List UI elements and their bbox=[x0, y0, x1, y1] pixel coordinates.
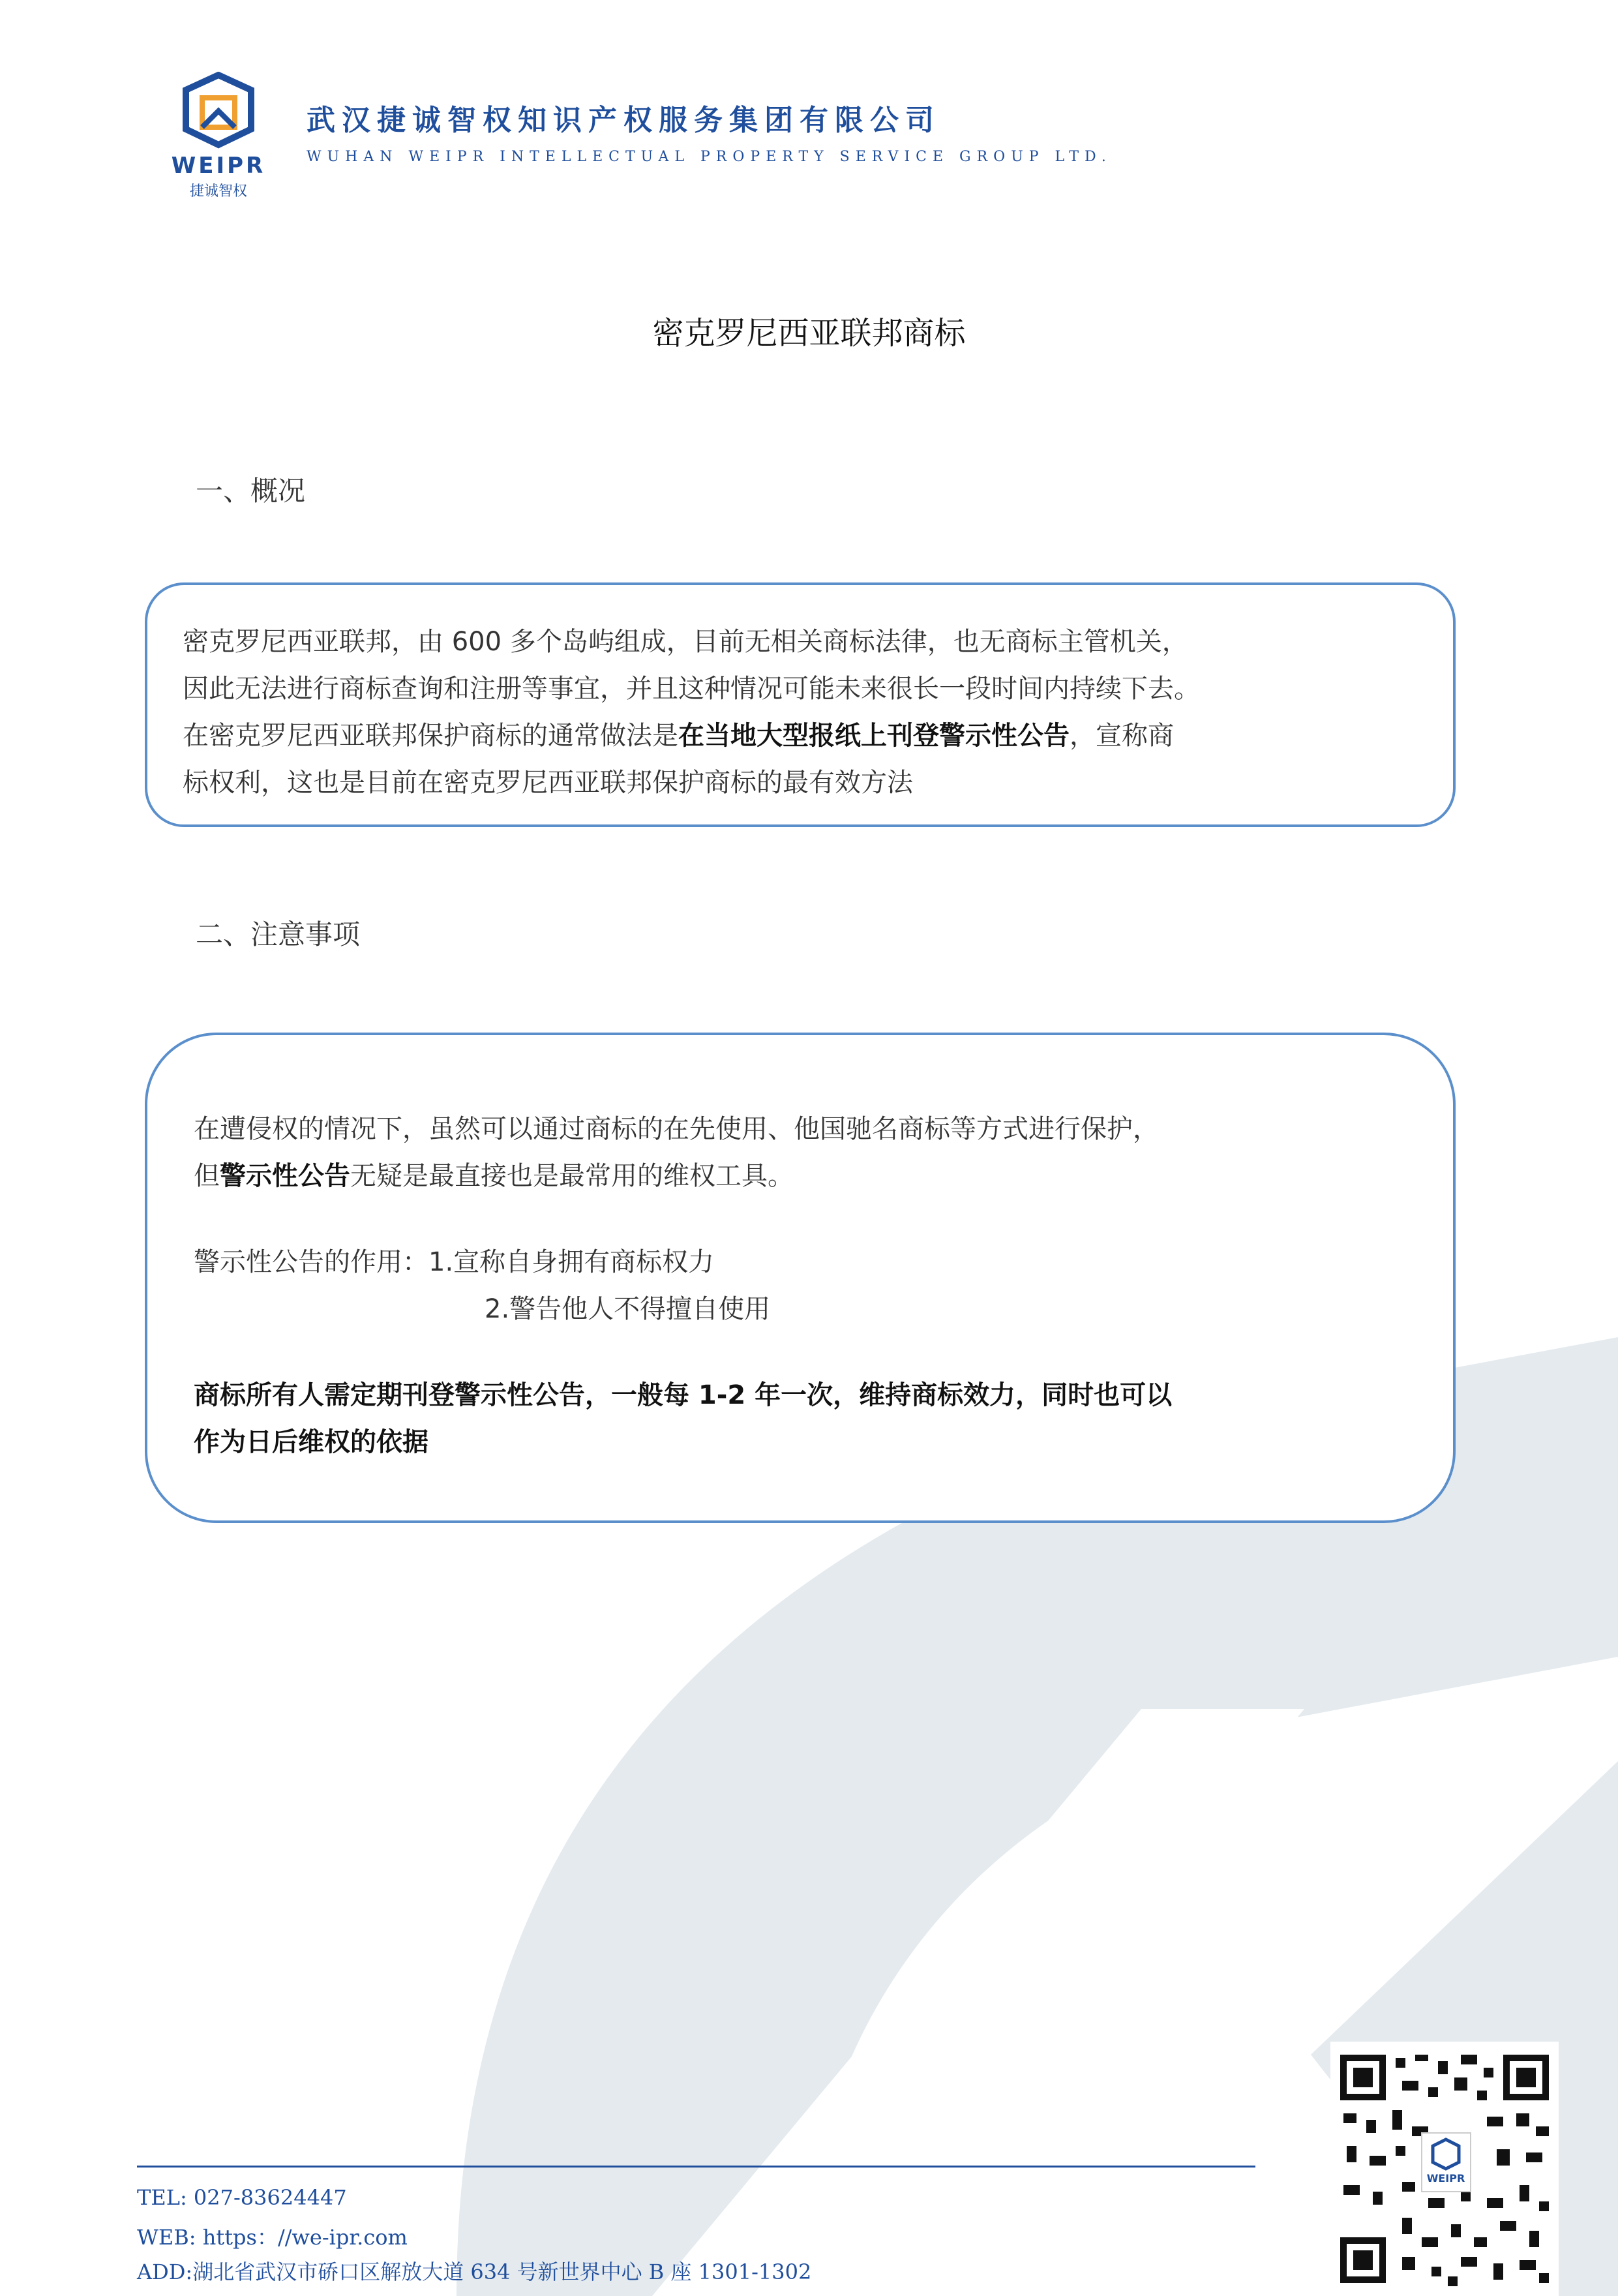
notes-p1-line-2-post: 无疑是最直接也是最常用的维权工具。 bbox=[350, 1161, 794, 1191]
footer-tel: TEL: 027-83624447 bbox=[137, 2185, 347, 2210]
weipr-logo bbox=[157, 72, 300, 202]
overview-line-1: 密克罗尼西亚联邦，由 600 多个岛屿组成，目前无相关商标法律，也无商标主管机关， bbox=[183, 627, 1188, 657]
footer-address: ADD:湖北省武汉市硚口区解放大道 634 号新世界中心 B 座 1301-1302 bbox=[137, 2259, 812, 2284]
overview-text bbox=[183, 618, 1200, 806]
company-name-cn: 武汉捷诚智权知识产权服务集团有限公司 bbox=[307, 104, 940, 137]
notes-p1-line-2-pre: 但 bbox=[194, 1161, 220, 1191]
notes-role-line-1 bbox=[194, 1239, 1172, 1286]
overview-line-3 bbox=[183, 712, 1200, 759]
company-name-en: WUHAN WEIPR INTELLECTUAL PROPERTY SERVICE GROUP LTD. bbox=[307, 149, 1112, 165]
qr-logo-text: WEIPR bbox=[1426, 2172, 1465, 2184]
overview-line-3-bold: 在当地大型报纸上刊登警示性公告 bbox=[678, 721, 1070, 751]
logo-subtext: 捷诚智权 bbox=[189, 183, 248, 200]
notes-text bbox=[194, 1106, 1172, 1466]
notes-bold-line-2: 作为日后维权的依据 bbox=[194, 1427, 428, 1457]
notes-p1-line-2-bold: 警示性公告 bbox=[220, 1161, 350, 1191]
footer-divider bbox=[137, 2166, 1255, 2168]
notes-role-2: 2.警告他人不得擅自使用 bbox=[485, 1294, 771, 1324]
overview-line-4: 标权利，这也是目前在密克罗尼西亚联邦保护商标的最有效方法 bbox=[183, 768, 913, 798]
notes-p1-line-2 bbox=[194, 1153, 1172, 1200]
page-title: 密克罗尼西亚联邦商标 bbox=[652, 315, 966, 352]
section-heading-notes: 二、注意事项 bbox=[196, 918, 361, 950]
logo-text: WEIPR bbox=[171, 153, 266, 179]
overview-line-2: 因此无法进行商标查询和注册等事宜，并且这种情况可能未来很长一段时间内持续下去。 bbox=[183, 674, 1200, 704]
overview-line-3-pre: 在密克罗尼西亚联邦保护商标的通常做法是 bbox=[183, 721, 678, 751]
notes-role-1: 1.宣称自身拥有商标权力 bbox=[428, 1247, 715, 1277]
footer-web[interactable]: WEB: https：//we-ipr.com bbox=[137, 2225, 408, 2250]
notes-p1-line-1: 在遭侵权的情况下，虽然可以通过商标的在先使用、他国驰名商标等方式进行保护， bbox=[194, 1114, 1159, 1144]
notes-bold-line-1: 商标所有人需定期刊登警示性公告，一般每 1-2 年一次，维持商标效力，同时也可以 bbox=[194, 1380, 1173, 1410]
section-heading-overview: 一、概况 bbox=[196, 475, 306, 507]
qr-code bbox=[1330, 2042, 1559, 2296]
notes-role-label: 警示性公告的作用： bbox=[194, 1247, 428, 1277]
overview-line-3-post: ，宣称商 bbox=[1070, 721, 1174, 751]
